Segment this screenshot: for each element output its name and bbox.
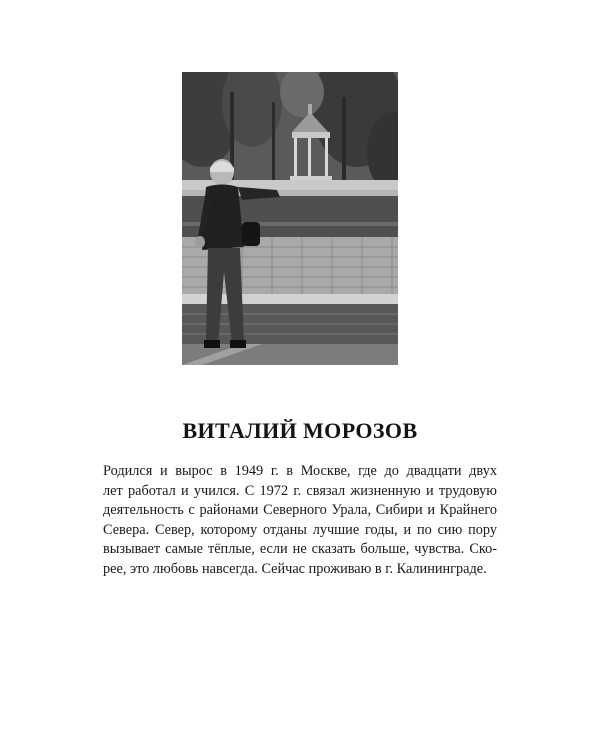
author-bio	[103, 462, 497, 580]
author-name: ВИТАЛИЙ МОРОЗОВ	[182, 418, 418, 443]
bio-line: вызывает самые тёплые, если не сказать больше, чувства. Ско-	[103, 541, 497, 558]
author-photo-image	[182, 72, 398, 365]
bio-line: лет работал и учился. С 1972 г. связал жизненную и трудовую	[103, 482, 497, 499]
bio-line: Родился и вырос в 1949 г. в Москве, где до двадцати двух	[103, 463, 497, 479]
bio-line: деятельность с районами Северного Урала, Сибири и Крайнего	[103, 502, 497, 519]
bio-line: Севера. Север, которому отданы лучшие годы, и по сию пору	[103, 521, 497, 538]
author-photo	[182, 72, 398, 365]
bio-line: рее, это любовь навсегда. Сейчас проживаю в г. Калининграде.	[103, 560, 487, 577]
